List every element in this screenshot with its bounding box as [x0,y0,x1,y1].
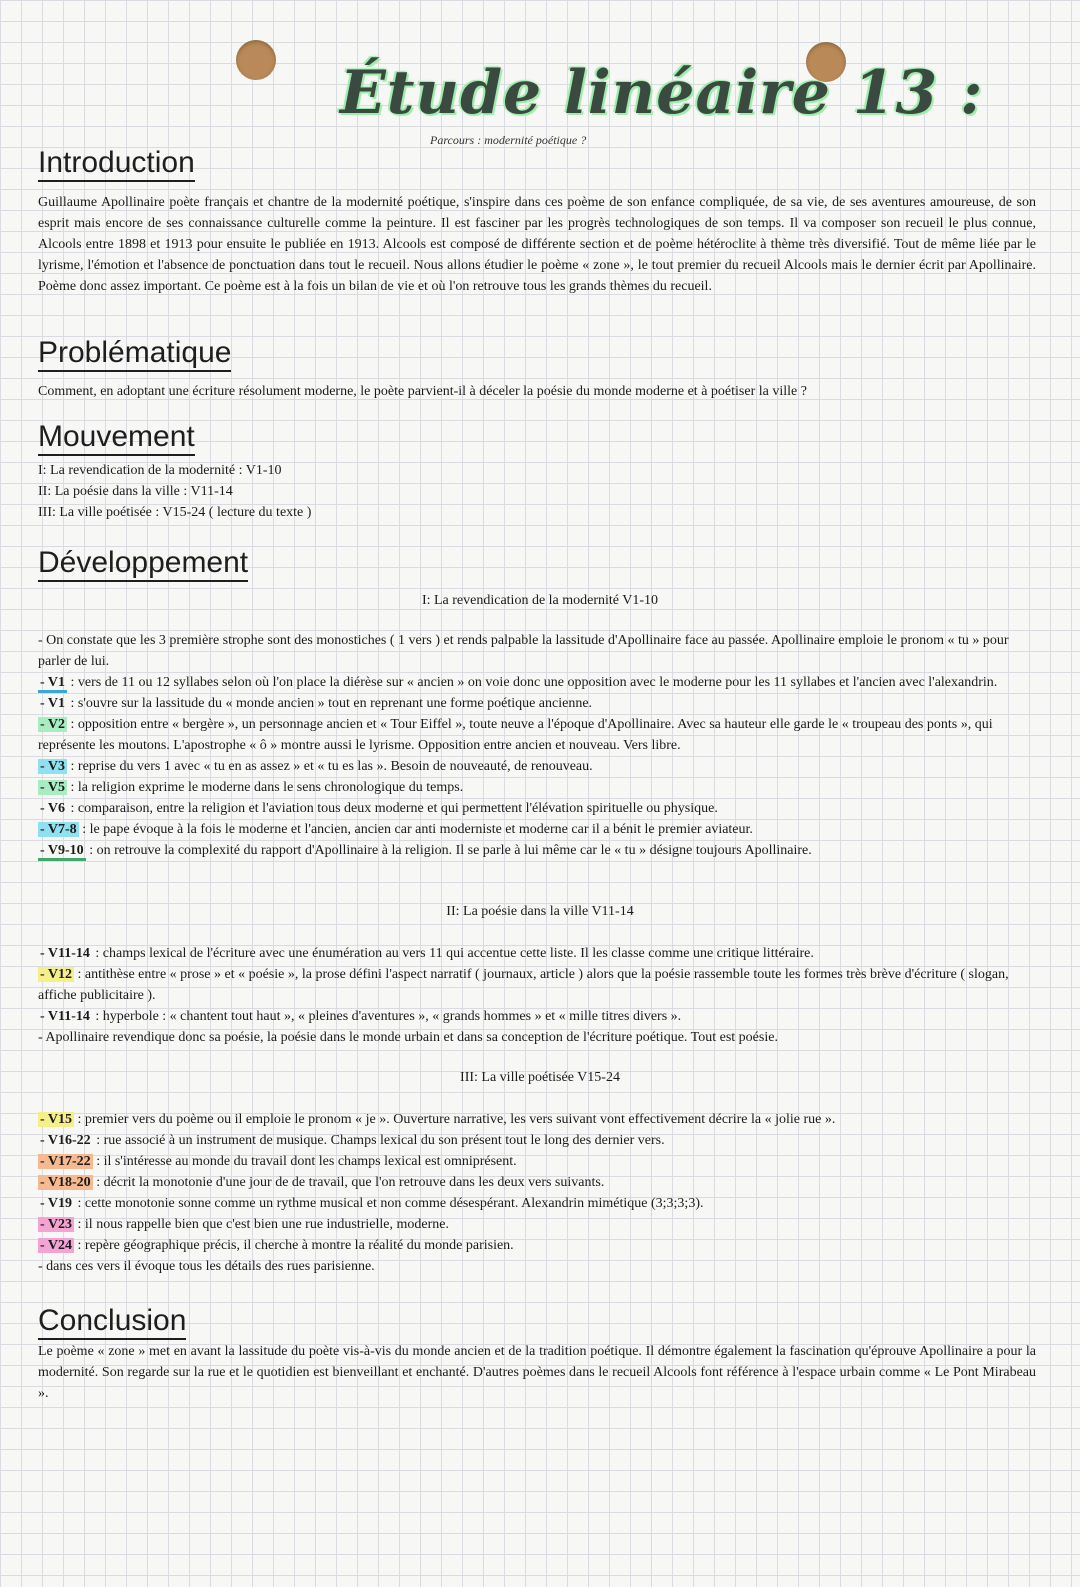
conclusion-heading: Conclusion [38,1304,186,1340]
introduction-heading: Introduction [38,146,195,182]
problematique-text: Comment, en adoptant une écriture résolument moderne, le poète parvient-il à déceler la poésie du monde moderne et à poétiser la ville ? [38,384,807,399]
mouvement-item: I: La revendication de la modernité : V1-10 [38,463,282,478]
part1-item: - V7-8 : le pape évoque à la fois le moderne et l'ancien, ancien car anti moderniste et moderne car il a bénit le premier aviateur. [40,822,753,837]
part3-list [38,1109,1036,1277]
part3-item: - V15 : premier vers du poème ou il emploie le pronom « je ». Ouverture narrative, les vers suivant vont effectivement décrire la « jolie rue ». [40,1112,836,1127]
verse-marker: - V2 [40,717,66,732]
verse-marker: - V24 [40,1238,73,1253]
verse-marker: - V23 [40,1217,73,1232]
mouvement-heading: Mouvement [38,420,195,456]
page-title: Étude linéaire 13 : [340,58,984,128]
conclusion-text: Le poème « zone » met en avant la lassitude du poète vis-à-vis du monde ancien et de la tradition poétique. Il démontre également la fascination qu'éprouve Apollinaire a pour la modernité. Son regarde sur la rue et le quotidien est bienveillant et enchanté. D'autres poèmes dans le recueil Alcools font référence à l'espace urbain comme « Le Pont Mirabeau ». [38,1344,1036,1401]
developpement-heading: Développement [38,546,248,582]
part3-item: - V19 : cette monotonie sonne comme un rythme musical et non comme désespérant. Alexandrin mimétique (3;3;3;3). [40,1196,704,1211]
verse-marker: - V11-14 [40,1009,90,1024]
part1-list [38,630,1036,861]
part1-item: - V1 : s'ouvre sur la lassitude du « monde ancien » tout en reprenant une forme poétique ancienne. [40,696,593,711]
part2-item: - Apollinaire revendique donc sa poésie, la poésie dans le monde urbain et dans sa conception de l'écriture poétique. Tout est poésie. [38,1030,778,1045]
part1-item: - V2 : opposition entre « bergère », un personnage ancien et « Tour Eiffel », toute neuve a l'époque d'Apollinaire. Avec sa hauteur elle garde le « troupeau des ponts », qui représente les moutons. L'apostrophe « ô » montre aussi le lyrisme. Opposition entre ancien et nouveau. Vers libre. [38,717,993,753]
mouvement-item: III: La ville poétisée : V15-24 ( lecture du texte ) [38,505,312,520]
verse-marker: - V17-22 [40,1154,91,1169]
binder-hole-left [236,40,276,80]
problematique-heading: Problématique [38,336,231,372]
part1-item: - On constate que les 3 première strophe sont des monostiches ( 1 vers ) et rends palpable la lassitude d'Apollinaire face au passée. Apollinaire emploie le pronom « tu » pour parler de lui. [38,633,1009,669]
introduction-text: Guillaume Apollinaire poète français et chantre de la modernité poétique, s'inspire dans ces poème de son enfance compliquée, de sa vie, de ses aventures amoureuse, de son esprit mais encore de ses connaissance culturelle comme la peinture. Il est fasciner par les progrès technologiques de son temps. Il va composer son recueil le plus connue, Alcools entre 1898 et 1913 pour ensuite le publiée en 1913. Alcools est composé de différente section et de poème hétéroclite à thème très diversifié. Tout de même liée par le lyrisme, l'émotion et l'absence de ponctuation dans tout le recueil. Nous allons étudier le poème « zone », le tout premier du recueil Alcools mais le dernier écrit par Apollinaire. Poème donc assez important. Ce poème est à la fois un bilan de vie et où l'on retrouve tous les grands thèmes du recueil. [38,195,1036,294]
mouvement-list [38,460,1036,523]
verse-marker: - V18-20 [40,1175,91,1190]
verse-marker: - V1 [38,675,67,693]
verse-marker: - V5 [40,780,66,795]
part3-item: - V17-22 : il s'intéresse au monde du travail dont les champs lexical est omniprésent. [40,1154,517,1169]
verse-marker: - V12 [40,967,73,982]
verse-marker: - V16-22 [40,1133,91,1148]
part2-subheading: II: La poésie dans la ville V11-14 [446,904,634,919]
part2-item: - V12 : antithèse entre « prose » et « poésie », la prose défini l'aspect narratif ( journaux, article ) alors que la poésie rassemble toute les formes très brève d'écriture ( slogan, affiche publicitaire ). [38,967,1009,1003]
part2-item: - V11-14 : hyperbole : « chantent tout haut », « pleines d'aventures », « grands hommes » et « mille titres divers ». [40,1009,682,1024]
verse-marker: - V6 [40,801,66,816]
verse-marker: - V1 [40,696,66,711]
part3-item: - V23 : il nous rappelle bien que c'est bien une rue industrielle, moderne. [40,1217,449,1232]
part3-item: - dans ces vers il évoque tous les détails des rues parisienne. [38,1259,375,1274]
part3-item: - V16-22 : rue associé à un instrument de musique. Champs lexical du son présent tout le long des dernier vers. [40,1133,665,1148]
verse-marker: - V9-10 [38,843,86,861]
verse-marker: - V19 [40,1196,73,1211]
part1-item: - V1 : vers de 11 ou 12 syllabes selon où l'on place la diérèse sur « ancien » on voie donc une opposition avec le moderne pour les 11 syllabes et l'ancien avec l'alexandrin. [38,672,1036,693]
verse-marker: - V3 [40,759,66,774]
part1-item: - V3 : reprise du vers 1 avec « tu en as assez » et « tu es las ». Besoin de nouveauté, de renouveau. [40,759,593,774]
part1-item: - V6 : comparaison, entre la religion et l'aviation tous deux moderne et qui permettent l'élévation spirituelle ou physique. [40,801,718,816]
part2-list [38,943,1036,1048]
part2-item: - V11-14 : champs lexical de l'écriture avec une énumération au vers 11 qui accentue cette liste. Il les classe comme une critique littéraire. [40,946,814,961]
verse-marker: - V11-14 [40,946,90,961]
verse-marker: - V15 [40,1112,73,1127]
verse-marker: - V7-8 [40,822,77,837]
part1-subheading: I: La revendication de la modernité V1-10 [421,593,659,608]
page-subtitle: Parcours : modernité poétique ? [430,133,587,147]
part1-item: - V9-10 : on retrouve la complexité du rapport d'Apollinaire à la religion. Il se parle à lui même car le « tu » désigne toujours Apollinaire. [38,840,1036,861]
part1-item: - V5 : la religion exprime le moderne dans le sens chronologique du temps. [40,780,464,795]
part3-item: - V18-20 : décrit la monotonie d'une jour de de travail, que l'on retrouve dans les deux vers suivants. [40,1175,605,1190]
part3-subheading: III: La ville poétisée V15-24 [460,1070,620,1085]
part3-item: - V24 : repère géographique précis, il cherche à montre la réalité du monde parisien. [40,1238,514,1253]
mouvement-item: II: La poésie dans la ville : V11-14 [38,484,233,499]
